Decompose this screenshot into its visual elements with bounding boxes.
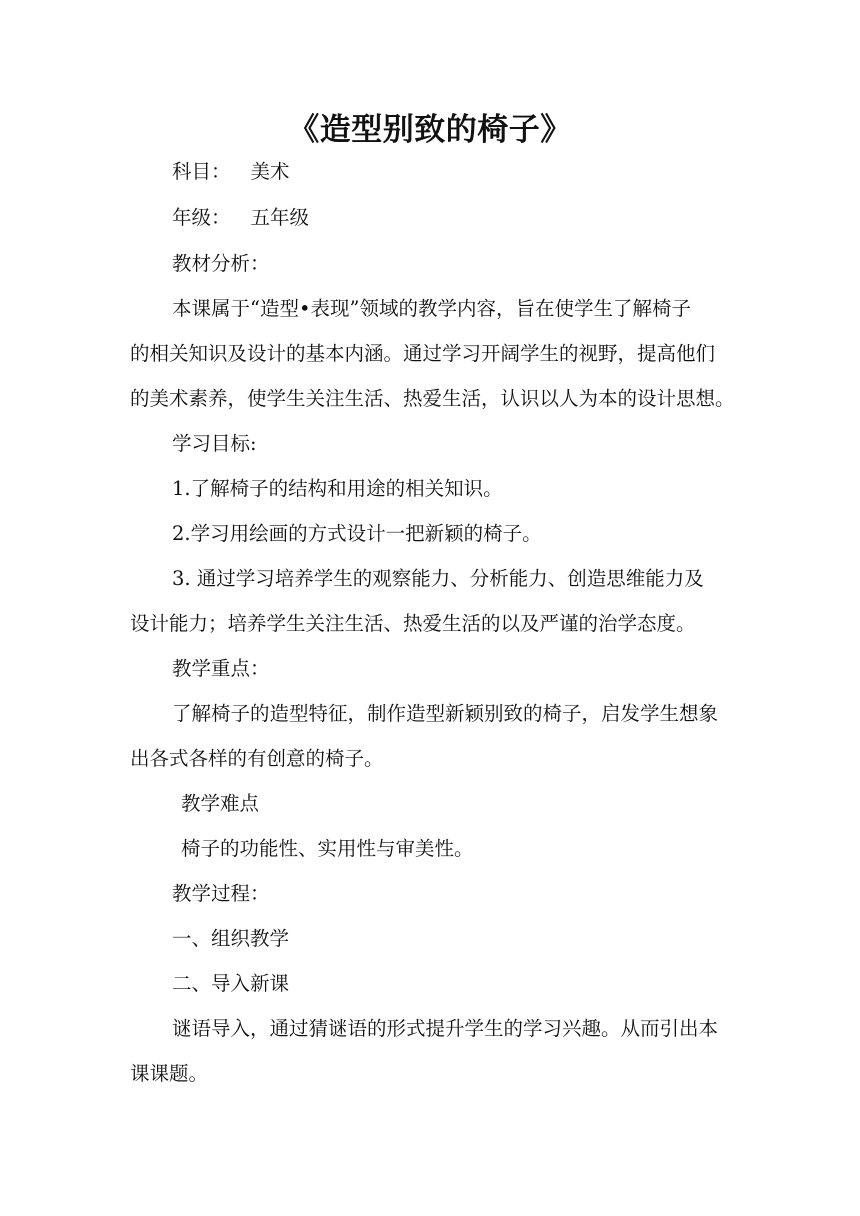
analysis-paragraph-line: 的相关知识及设计的基本内涵。通过学习开阔学生的视野，提高他们 [130, 342, 716, 365]
objective-item-continued: 设计能力；培养学生关注生活、热爱生活的以及严谨的治学态度。 [130, 612, 696, 635]
intro-paragraph-line: 谜语导入，通过猜谜语的形式提升学生的学习兴趣。从而引出本 [172, 1017, 719, 1040]
intro-paragraph-line: 课课题。 [130, 1062, 209, 1085]
objective-item: 3. 通过学习培养学生的观察能力、分析能力、创造思维能力及 [172, 567, 704, 590]
subject-line [172, 157, 290, 187]
key-points-line: 出各式各样的有创意的椅子。 [130, 747, 384, 770]
objective-item: 2.学习用绘画的方式设计一把新颖的椅子。 [172, 522, 542, 545]
process-step: 二、导入新课 [172, 972, 290, 995]
grade-value: 五年级 [250, 206, 310, 229]
process-heading: 教学过程： [172, 882, 270, 905]
difficulty-heading: 教学难点 [181, 792, 260, 815]
objectives-heading: 学习目标: [172, 432, 257, 455]
analysis-heading: 教材分析： [172, 252, 270, 275]
key-points-heading: 教学重点： [172, 657, 270, 680]
analysis-paragraph-line: 的美术素养，使学生关注生活、热爱生活，认识以人为本的设计思想。 [130, 387, 735, 410]
analysis-paragraph-line: 本课属于“造型•表现”领域的教学内容，旨在使学生了解椅子 [172, 297, 691, 320]
key-points-line: 了解椅子的造型特征，制作造型新颖别致的椅子，启发学生想象 [172, 702, 719, 725]
subject-label: 科目： [172, 160, 231, 183]
objective-item: 1.了解椅子的结构和用途的相关知识。 [172, 477, 503, 500]
difficulty-text: 椅子的功能性、实用性与审美性。 [181, 837, 474, 860]
process-step: 一、组织教学 [172, 927, 290, 950]
document-title: 《造型别致的椅子》 [288, 112, 572, 148]
subject-value: 美术 [250, 160, 290, 183]
grade-line [172, 203, 309, 233]
grade-label: 年级： [172, 206, 231, 229]
